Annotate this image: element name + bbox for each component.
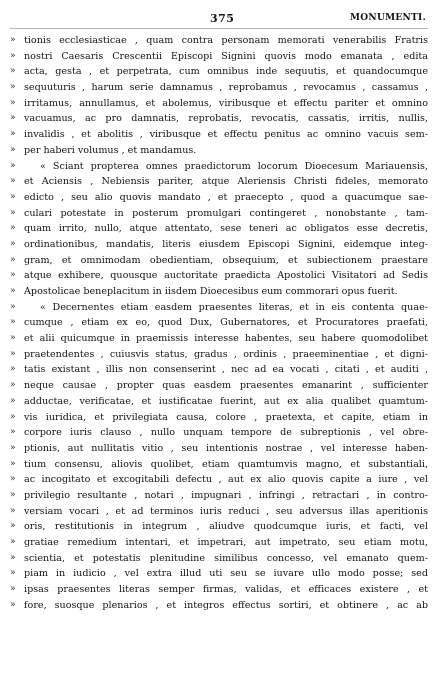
text-line (10, 253, 428, 269)
quote-mark: » (10, 191, 16, 202)
text-line (10, 143, 428, 159)
line-text: ptionis, aut nullitatis vitio , seu intentionis nostrae , vel interesse haben- (24, 442, 428, 454)
quote-mark: » (10, 82, 16, 93)
line-text: fore, suosque plenarios , et integros effectus sortiri, et obtinere , ac ab (24, 599, 428, 611)
line-text: acta, gesta , et perpetrata, cum omnibus inde sequutis, et quandocumque (24, 66, 428, 78)
text-line (10, 206, 428, 222)
line-text: invalidis , et abolitis , viribusque et effectu penitus ac omnino vacuis sem- (24, 129, 428, 141)
line-text: ordinationibus, mandatis, literis eiusdem Episcopi Signini, eidemque integ- (24, 238, 428, 250)
line-text: cumque , etiam ex eo, quod Dux, Gubernatores, et Procuratores praefati, (24, 317, 428, 329)
text-line (10, 127, 428, 143)
quote-mark: » (10, 270, 16, 281)
quote-mark: » (10, 207, 16, 218)
line-text: et Aciensis , Nebiensis pariter, atque Aleriensis Christi fideles, memorato (24, 176, 428, 188)
line-text: neque causae , propter quas easdem praesentes emanarint , sufficienter (24, 380, 428, 392)
text-line (10, 551, 428, 567)
line-text: edicto , seu alio quovis mandato , et praecepto , quod a quacumque sae- (24, 191, 428, 203)
quote-mark: » (10, 584, 16, 595)
quote-mark: » (10, 599, 16, 610)
quote-mark: » (10, 50, 16, 61)
text-line (10, 347, 428, 363)
quote-mark: » (10, 505, 16, 516)
text-line (10, 425, 428, 441)
line-text: Apostolicae beneplacitum in iisdem Dioecesibus eum commorari opus fuerit. (24, 286, 398, 297)
text-line (10, 378, 428, 394)
text-line (10, 457, 428, 473)
quote-mark: » (10, 254, 16, 265)
quote-mark: » (10, 223, 16, 234)
text-line (10, 362, 428, 378)
quote-mark: » (10, 35, 16, 45)
text-line (10, 535, 428, 551)
line-text: ipsas praesentes literas semper firmas, validas, et efficaces existere , et (24, 584, 428, 596)
quote-mark: » (10, 411, 16, 422)
text-line (10, 96, 428, 112)
text-line (10, 159, 428, 175)
text-line (10, 237, 428, 253)
quote-mark: » (10, 144, 16, 155)
line-text: vacuamus, ac pro damnatis, reprobatis, revocatis, cassatis, irritis, nullis, (24, 113, 428, 125)
line-text: irritamus, annullamus, et abolemus, viribusque et effectu pariter et omnino (24, 97, 428, 109)
quote-mark: » (10, 317, 16, 328)
quote-mark: » (10, 427, 16, 438)
line-text: corpore iuris clauso , nullo unquam tempore de subreptionis , vel obre- (24, 427, 428, 439)
text-line (10, 64, 428, 80)
line-text: sequuturis , harum serie damnamus , reprobamus , revocamus , cassamus , (24, 82, 428, 94)
line-text: versiam vocari , et ad terminos iuris reduci , seu adversus illas aperitionis (24, 505, 428, 517)
quote-mark: » (10, 348, 16, 359)
quote-mark: » (10, 97, 16, 108)
quote-mark: » (10, 160, 16, 171)
text-line (10, 174, 428, 190)
text-line (10, 410, 428, 426)
line-text: gratiae remedium intentari, et impetrari, aut impetrato, seu etiam motu, (24, 537, 428, 548)
line-text: tionis ecclesiasticae , quam contra personam memorati venerabilis Fratris (24, 35, 428, 46)
line-text: vis iuridica, et privilegiata causa, colore , praetexta, et capite, etiam in (24, 411, 428, 423)
line-text: « Sciant propterea omnes praedictorum locorum Dioecesum Mariauensis, (40, 160, 428, 172)
line-text: ac incogitato et excogitabili defectu , aut ex alio quovis capite a iure , vel (24, 474, 428, 486)
line-text: « Decernentes etiam easdem praesentes literas, et in eis contenta quae- (40, 301, 428, 313)
quote-mark: » (10, 66, 16, 77)
text-line (10, 441, 428, 457)
line-text: culari potestate in posterum promulgari contingeret , nonobstante , tam- (24, 207, 428, 219)
line-text: atque exhibere, quousque auctoritate praedicta Apostolici Visitatori ad Sedis (24, 270, 428, 282)
text-line (10, 394, 428, 410)
line-text: per haberi volumus , et mandamus. (24, 144, 197, 156)
line-text: tium consensu, aliovis quolibet, etiam quamtumvis magno, et substantiali, (24, 458, 428, 470)
quote-mark: » (10, 333, 16, 344)
line-text: oris, restitutionis in integrum , aliudve quodcumque iuris, et facti, vel (24, 521, 428, 533)
line-text: et alii quicumque in praemissis interesse habentes, seu habere quomodolibet (24, 333, 428, 345)
quote-mark: » (10, 489, 16, 500)
quote-mark: » (10, 395, 16, 406)
quote-mark: » (10, 552, 16, 563)
line-text: gram, et omnimodam obedientiam, obsequium, et subiectionem praestare (24, 254, 428, 266)
text-line (10, 190, 428, 206)
text-line (10, 519, 428, 535)
text-line (10, 268, 428, 284)
quote-mark: » (10, 458, 16, 469)
text-line (10, 284, 428, 300)
line-text: scientia, et potestatis plenitudine similibus concesso, vel emanato quem- (24, 552, 428, 564)
running-head (10, 12, 428, 29)
page-number: 375 (210, 12, 235, 25)
text-line (10, 300, 428, 316)
quote-mark: » (10, 286, 16, 296)
line-text: privilegio resultante , notari , impugnari , infringi , retractari , in contro- (24, 489, 428, 501)
quote-mark: » (10, 238, 16, 249)
quote-mark: » (10, 474, 16, 485)
quote-mark: » (10, 380, 16, 391)
text-line (10, 221, 428, 237)
quote-mark: » (10, 364, 16, 375)
text-line (10, 488, 428, 504)
quote-mark: » (10, 568, 16, 579)
line-text: praetendentes , cuiusvis status, gradus , ordinis , praeeminentiae , et digni- (24, 348, 428, 360)
body-text (10, 33, 428, 613)
quote-mark: » (10, 442, 16, 453)
text-line (10, 80, 428, 96)
quote-mark: » (10, 521, 16, 532)
text-line (10, 566, 428, 582)
quote-mark: » (10, 113, 16, 124)
line-text: quam irrito, nullo, atque attentato, sese teneri ac obligatos esse decretis, (24, 223, 428, 235)
text-line (10, 315, 428, 331)
line-text: tatis existant , illis non consenserint , nec ad ea vocati , citati , et auditi , (24, 364, 428, 376)
text-line (10, 111, 428, 127)
text-line (10, 504, 428, 520)
line-text: piam in iudicio , vel extra illud uti seu se iuvare ullo modo posse; sed (24, 568, 428, 580)
text-line (10, 49, 428, 65)
quote-mark: » (10, 176, 16, 187)
text-line (10, 331, 428, 347)
line-text: adductae, verificatae, et iustificatae fuerint, aut ex alia qualibet quamtum- (24, 395, 428, 407)
text-line (10, 582, 428, 598)
text-line (10, 33, 428, 49)
line-text: nostri Caesaris Crescentii Episcopi Signini quovis modo emanata , edita (24, 50, 428, 62)
text-line (10, 472, 428, 488)
quote-mark: » (10, 301, 16, 312)
running-title: MONUMENTI. (350, 13, 426, 23)
text-line (10, 598, 428, 614)
quote-mark: » (10, 537, 16, 547)
quote-mark: » (10, 129, 16, 140)
